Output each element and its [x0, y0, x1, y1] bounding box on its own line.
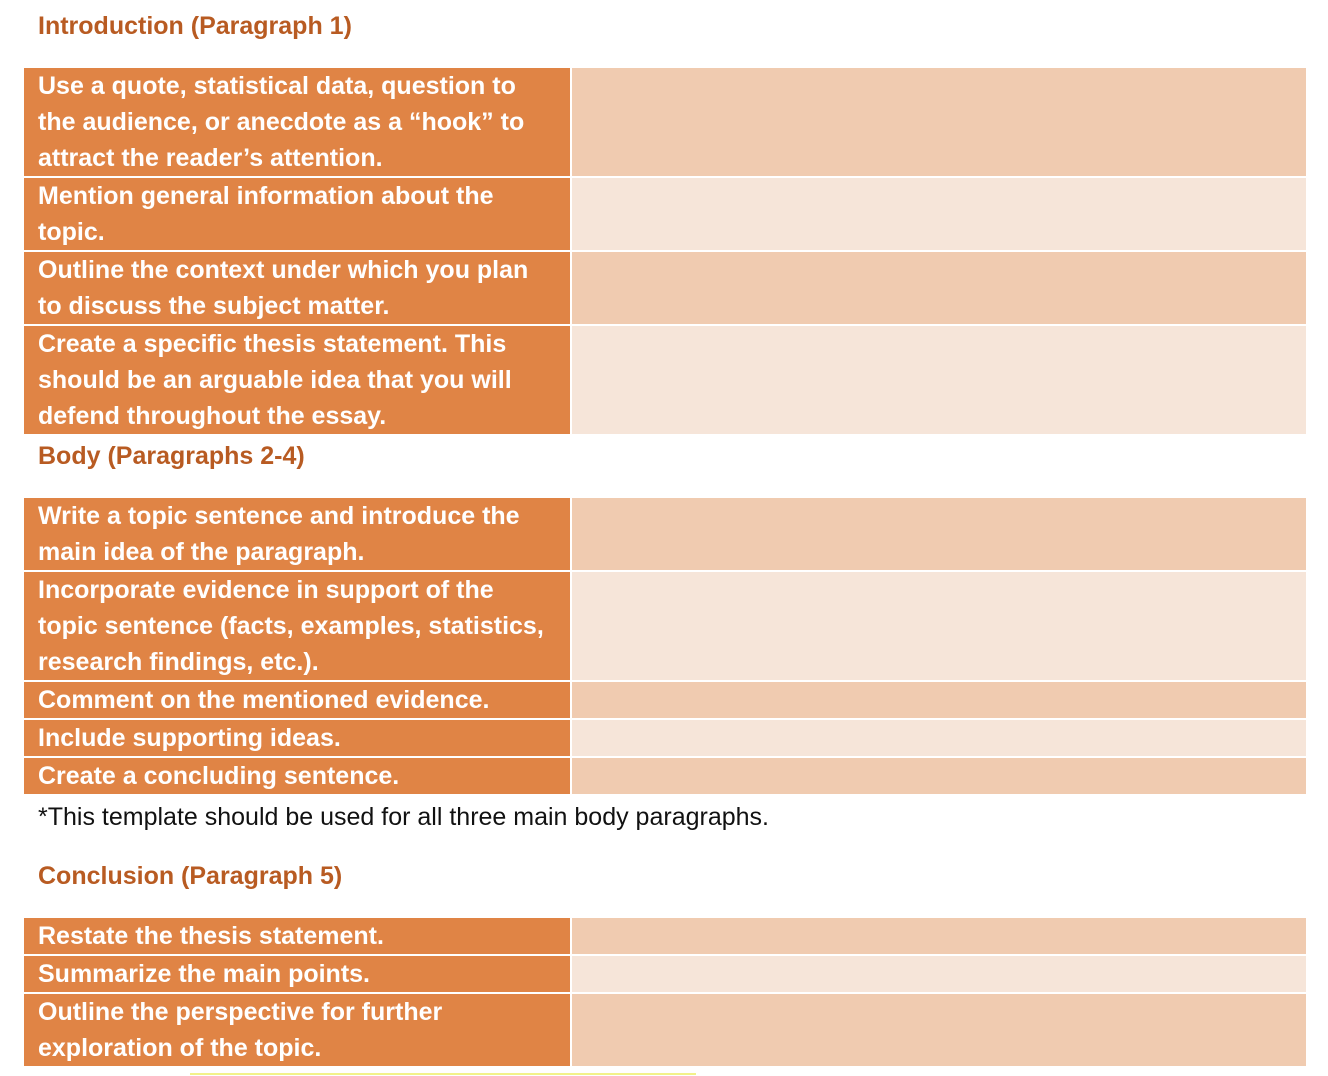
response-cell[interactable] — [572, 994, 1306, 1066]
response-cell[interactable] — [572, 178, 1306, 250]
response-cell[interactable] — [572, 956, 1306, 992]
row-label: Create a concluding sentence. — [24, 758, 570, 794]
introduction-table — [24, 68, 1306, 434]
response-cell[interactable] — [572, 326, 1306, 434]
table-row — [24, 994, 1306, 1066]
row-label: Summarize the main points. — [24, 956, 570, 992]
table-row — [24, 68, 1306, 178]
table-row — [24, 178, 1306, 252]
highlight-underline — [190, 1073, 696, 1075]
table-row — [24, 498, 1306, 572]
response-cell[interactable] — [572, 682, 1306, 718]
table-row — [24, 572, 1306, 682]
row-label: Use a quote, statistical data, question to the audience, or anecdote as a “hook” to attract the reader’s attention. — [24, 68, 570, 176]
table-row — [24, 252, 1306, 326]
body-table — [24, 498, 1306, 794]
response-cell[interactable] — [572, 498, 1306, 570]
introduction-title: Introduction (Paragraph 1) — [38, 12, 352, 40]
response-cell[interactable] — [572, 918, 1306, 954]
response-cell[interactable] — [572, 68, 1306, 176]
table-row — [24, 956, 1306, 994]
row-label: Include supporting ideas. — [24, 720, 570, 756]
row-label: Create a specific thesis statement. This should be an arguable idea that you will defend throughout the essay. — [24, 326, 570, 434]
response-cell[interactable] — [572, 572, 1306, 680]
conclusion-title: Conclusion (Paragraph 5) — [38, 862, 343, 890]
table-row — [24, 758, 1306, 794]
body-title: Body (Paragraphs 2-4) — [38, 442, 305, 470]
template-note: *This template should be used for all three main body paragraphs. — [38, 803, 769, 831]
table-row — [24, 720, 1306, 758]
conclusion-table — [24, 918, 1306, 1066]
row-label: Outline the context under which you plan to discuss the subject matter. — [24, 252, 570, 324]
table-row — [24, 326, 1306, 434]
row-label: Restate the thesis statement. — [24, 918, 570, 954]
table-row — [24, 918, 1306, 956]
response-cell[interactable] — [572, 720, 1306, 756]
row-label: Incorporate evidence in support of the topic sentence (facts, examples, statistics, research findings, etc.). — [24, 572, 570, 680]
row-label: Outline the perspective for further exploration of the topic. — [24, 994, 570, 1066]
response-cell[interactable] — [572, 758, 1306, 794]
row-label: Mention general information about the topic. — [24, 178, 570, 250]
response-cell[interactable] — [572, 252, 1306, 324]
row-label: Comment on the mentioned evidence. — [24, 682, 570, 718]
row-label: Write a topic sentence and introduce the main idea of the paragraph. — [24, 498, 570, 570]
table-row — [24, 682, 1306, 720]
